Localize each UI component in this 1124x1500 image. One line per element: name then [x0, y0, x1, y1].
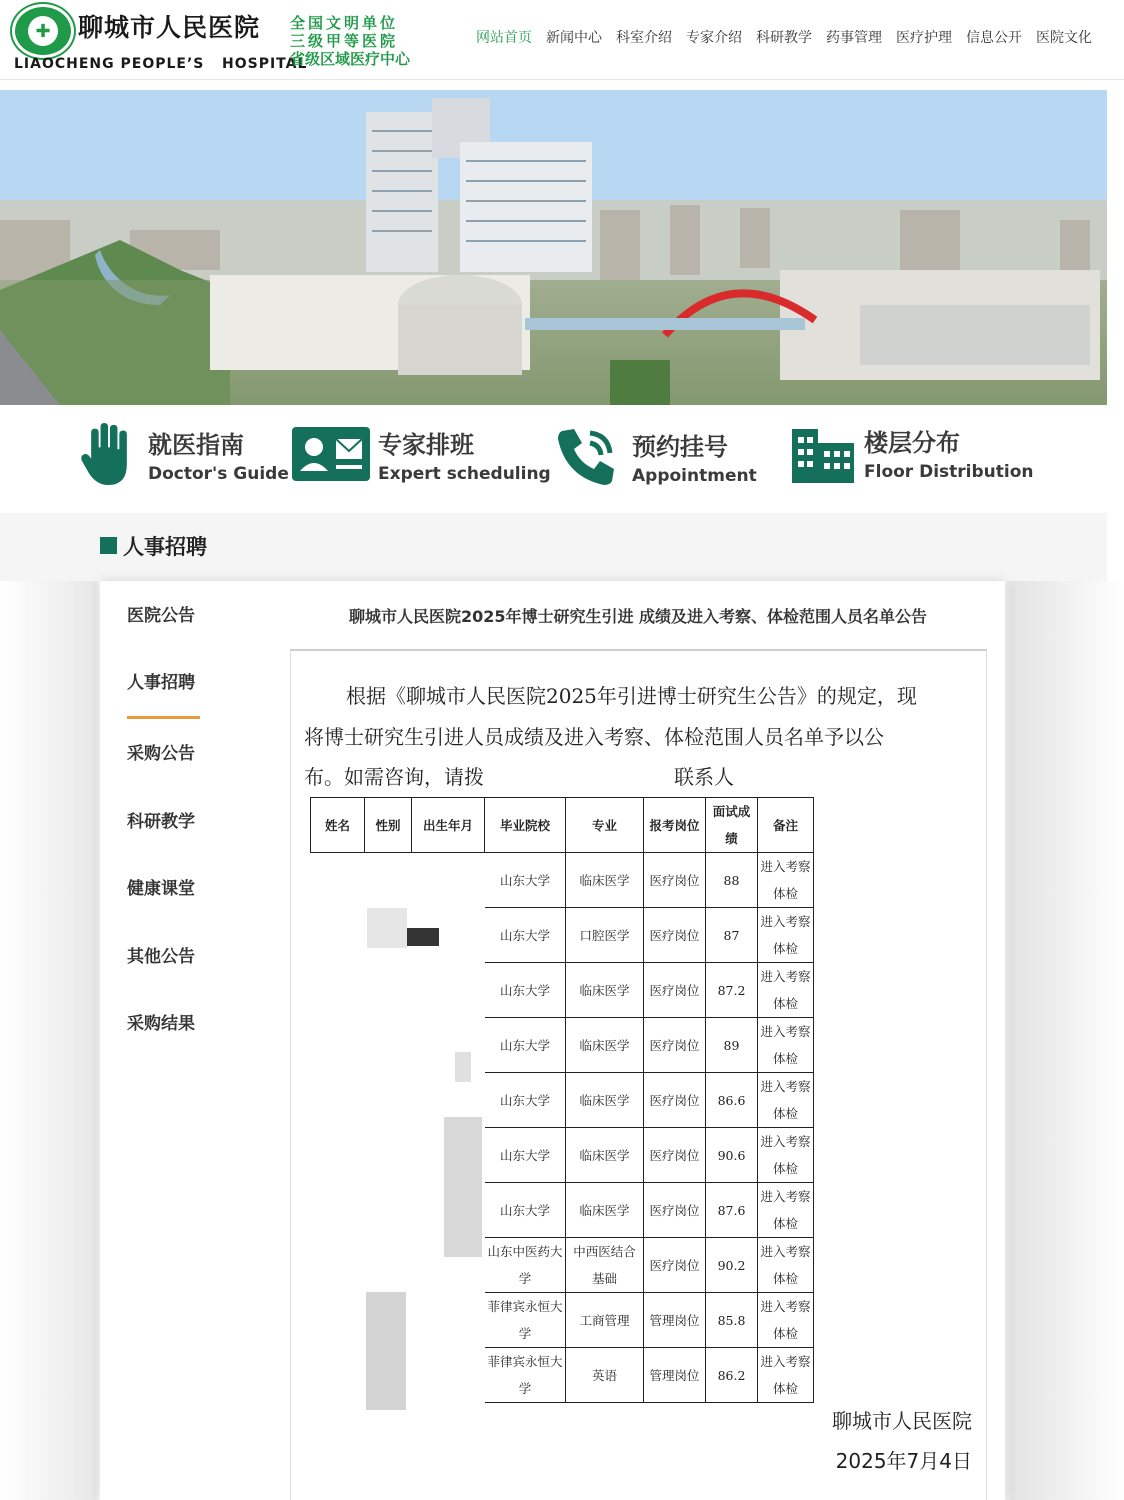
- note-cell: 进入考察体检: [758, 963, 814, 1018]
- score-cell: 90.2: [706, 1238, 758, 1293]
- sidebar-item-announcements[interactable]: 医院公告: [127, 606, 195, 626]
- major-cell: 临床医学: [566, 1073, 644, 1128]
- post-cell: 管理岗位: [644, 1348, 706, 1403]
- sidebar-item-research[interactable]: 科研教学: [127, 812, 195, 832]
- score-cell: 87.2: [706, 963, 758, 1018]
- redacted-cell: [311, 1238, 365, 1293]
- major-cell: 中西医结合基础: [566, 1238, 644, 1293]
- hospital-logo[interactable]: ✚: [12, 4, 74, 58]
- redacted-cell: [365, 963, 412, 1018]
- hero-banner-image: [0, 90, 1107, 405]
- table-row: [311, 963, 814, 1018]
- note-cell: 进入考察体检: [758, 1238, 814, 1293]
- school-cell: 菲律宾永恒大学: [485, 1348, 566, 1403]
- signature-date: 2025年7月4日: [835, 1449, 972, 1473]
- nav-pharmacy[interactable]: 药事管理: [826, 30, 882, 46]
- note-cell: 进入考察体检: [758, 1128, 814, 1183]
- table-row: [311, 853, 814, 908]
- post-cell: 医疗岗位: [644, 853, 706, 908]
- section-title: 人事招聘: [123, 535, 207, 559]
- quick-link-label: 专家排班: [378, 430, 474, 459]
- table-header-cell: 备注: [758, 798, 814, 853]
- redaction-blot: [455, 1052, 471, 1082]
- article-paragraph-line: 根据《聊城市人民医院2025年引进博士研究生公告》的规定，现: [346, 684, 917, 708]
- quick-link-sublabel: Floor Distribution: [864, 461, 1034, 482]
- nav-nursing[interactable]: 医疗护理: [896, 30, 952, 46]
- hospital-campus-illustration: [0, 90, 1107, 405]
- major-cell: 英语: [566, 1348, 644, 1403]
- redacted-cell: [311, 1128, 365, 1183]
- school-cell: 山东大学: [485, 908, 566, 963]
- table-header-cell: 专业: [566, 798, 644, 853]
- article-title: 聊城市人民医院2025年博士研究生引进 成绩及进入考察、体检范围人员名单公告: [348, 607, 928, 626]
- main-nav: [476, 27, 1106, 47]
- post-cell: 医疗岗位: [644, 1073, 706, 1128]
- major-cell: 工商管理: [566, 1293, 644, 1348]
- nav-experts[interactable]: 专家介绍: [686, 30, 742, 46]
- school-cell: 山东大学: [485, 1183, 566, 1238]
- redaction-blot: [366, 1292, 406, 1410]
- section-header: [0, 513, 1107, 581]
- quick-link-sublabel: Appointment: [632, 465, 757, 486]
- hospital-name-en: LIAOCHENG PEOPLE’S HOSPITAL: [14, 56, 308, 72]
- school-cell: 山东大学: [485, 1018, 566, 1073]
- redacted-cell: [311, 1293, 365, 1348]
- article-paragraph-line: 将博士研究生引进人员成绩及进入考察、体检范围人员名单予以公: [304, 725, 884, 749]
- redacted-cell: [311, 908, 365, 963]
- quick-link-appointment[interactable]: [556, 425, 757, 487]
- score-cell: 86.2: [706, 1348, 758, 1403]
- school-cell: 山东大学: [485, 963, 566, 1018]
- redacted-cell: [311, 1348, 365, 1403]
- redacted-cell: [311, 1183, 365, 1238]
- redacted-cell: [311, 853, 365, 908]
- slogan-line: 省级区域医疗中心: [290, 50, 411, 68]
- paragraph-text: 联系人: [674, 765, 734, 789]
- nav-info[interactable]: 信息公开: [966, 30, 1022, 46]
- major-cell: 临床医学: [566, 1018, 644, 1073]
- table-header-cell: 毕业院校: [485, 798, 566, 853]
- section-marker-icon: [100, 537, 117, 554]
- redacted-cell: [365, 1018, 412, 1073]
- post-cell: 医疗岗位: [644, 1018, 706, 1073]
- nav-home[interactable]: 网站首页: [476, 30, 532, 46]
- score-cell: 88: [706, 853, 758, 908]
- table-header-cell: 性别: [365, 798, 412, 853]
- major-cell: 口腔医学: [566, 908, 644, 963]
- major-cell: 临床医学: [566, 853, 644, 908]
- sidebar-item-recruitment[interactable]: 人事招聘: [127, 673, 195, 693]
- quick-link-doctor-guide[interactable]: [78, 423, 289, 485]
- redaction-blot: [444, 1117, 482, 1257]
- slogan-line: 全国文明单位: [290, 14, 399, 32]
- quick-link-sublabel: Doctor's Guide: [148, 463, 289, 484]
- quick-link-label: 楼层分布: [864, 428, 960, 457]
- score-cell: 85.8: [706, 1293, 758, 1348]
- score-cell: 87: [706, 908, 758, 963]
- post-cell: 医疗岗位: [644, 908, 706, 963]
- post-cell: 医疗岗位: [644, 1238, 706, 1293]
- school-cell: 山东大学: [485, 1073, 566, 1128]
- quick-links: [0, 405, 1107, 513]
- redacted-cell: [365, 1128, 412, 1183]
- quick-link-expert-scheduling[interactable]: [292, 423, 551, 485]
- sidebar-item-procurement-results[interactable]: 采购结果: [127, 1014, 195, 1034]
- redacted-cell: [365, 1183, 412, 1238]
- redaction-blot: [367, 908, 407, 948]
- nav-research[interactable]: 科研教学: [756, 30, 812, 46]
- table-header-cell: 姓名: [311, 798, 365, 853]
- note-cell: 进入考察体检: [758, 1183, 814, 1238]
- major-cell: 临床医学: [566, 1183, 644, 1238]
- post-cell: 医疗岗位: [644, 1128, 706, 1183]
- quick-link-floor-distribution[interactable]: [790, 421, 1034, 483]
- hospital-name-cn: 聊城市人民医院: [78, 13, 261, 42]
- post-cell: 医疗岗位: [644, 963, 706, 1018]
- post-cell: 医疗岗位: [644, 1183, 706, 1238]
- nav-news[interactable]: 新闻中心: [546, 30, 602, 46]
- signature-org: 聊城市人民医院: [832, 1409, 972, 1433]
- redacted-cell: [311, 1073, 365, 1128]
- note-cell: 进入考察体检: [758, 1073, 814, 1128]
- redacted-cell: [365, 1073, 412, 1128]
- redacted-cell: [412, 853, 485, 908]
- table-header-cell: 面试成绩: [706, 798, 758, 853]
- redacted-cell: [412, 1348, 485, 1403]
- nav-departments[interactable]: 科室介绍: [616, 30, 672, 46]
- redacted-cell: [365, 853, 412, 908]
- redacted-cell: [412, 1293, 485, 1348]
- hospital-slogan: [290, 14, 440, 68]
- table-row: [311, 1128, 814, 1183]
- note-cell: 进入考察体检: [758, 1293, 814, 1348]
- redacted-cell: [412, 963, 485, 1018]
- sidebar-item-procurement[interactable]: 采购公告: [127, 744, 195, 764]
- note-cell: 进入考察体检: [758, 853, 814, 908]
- sidebar-active-indicator: [127, 716, 200, 719]
- school-cell: 山东大学: [485, 853, 566, 908]
- table-row: [311, 1183, 814, 1238]
- note-cell: 进入考察体检: [758, 908, 814, 963]
- nav-culture[interactable]: 医院文化: [1036, 30, 1092, 46]
- site-header: [0, 0, 1124, 80]
- score-cell: 89: [706, 1018, 758, 1073]
- id-card-icon: [292, 423, 370, 485]
- paragraph-text: 布。如需咨询，请拨: [304, 765, 484, 789]
- note-cell: 进入考察体检: [758, 1018, 814, 1073]
- post-cell: 管理岗位: [644, 1293, 706, 1348]
- slogan-line: 三级甲等医院: [290, 32, 399, 50]
- school-cell: 山东中医药大学: [485, 1238, 566, 1293]
- score-cell: 86.6: [706, 1073, 758, 1128]
- school-cell: 菲律宾永恒大学: [485, 1293, 566, 1348]
- quick-link-label: 预约挂号: [632, 432, 728, 461]
- redacted-cell: [365, 1238, 412, 1293]
- redaction-blot: [407, 928, 439, 946]
- score-cell: 87.6: [706, 1183, 758, 1238]
- table-header-row: [311, 798, 814, 853]
- school-cell: 山东大学: [485, 1128, 566, 1183]
- redacted-phone: [484, 766, 674, 792]
- redacted-cell: [311, 1018, 365, 1073]
- score-cell: 90.6: [706, 1128, 758, 1183]
- table-row: [311, 1238, 814, 1293]
- quick-link-label: 就医指南: [148, 430, 244, 459]
- note-cell: 进入考察体检: [758, 1348, 814, 1403]
- phone-icon: [556, 425, 618, 487]
- quick-link-sublabel: Expert scheduling: [378, 463, 551, 484]
- table-header-cell: 出生年月: [412, 798, 485, 853]
- sidebar-item-other[interactable]: 其他公告: [127, 947, 195, 967]
- article-paragraph-line: [304, 757, 974, 797]
- redacted-cell: [412, 1018, 485, 1073]
- major-cell: 临床医学: [566, 1128, 644, 1183]
- table-row: [311, 1018, 814, 1073]
- major-cell: 临床医学: [566, 963, 644, 1018]
- table-header-cell: 报考岗位: [644, 798, 706, 853]
- sidebar-item-health-class[interactable]: 健康课堂: [127, 879, 195, 899]
- redacted-cell: [311, 963, 365, 1018]
- table-row: [311, 1073, 814, 1128]
- hand-icon: [78, 423, 140, 485]
- building-icon: [790, 421, 856, 483]
